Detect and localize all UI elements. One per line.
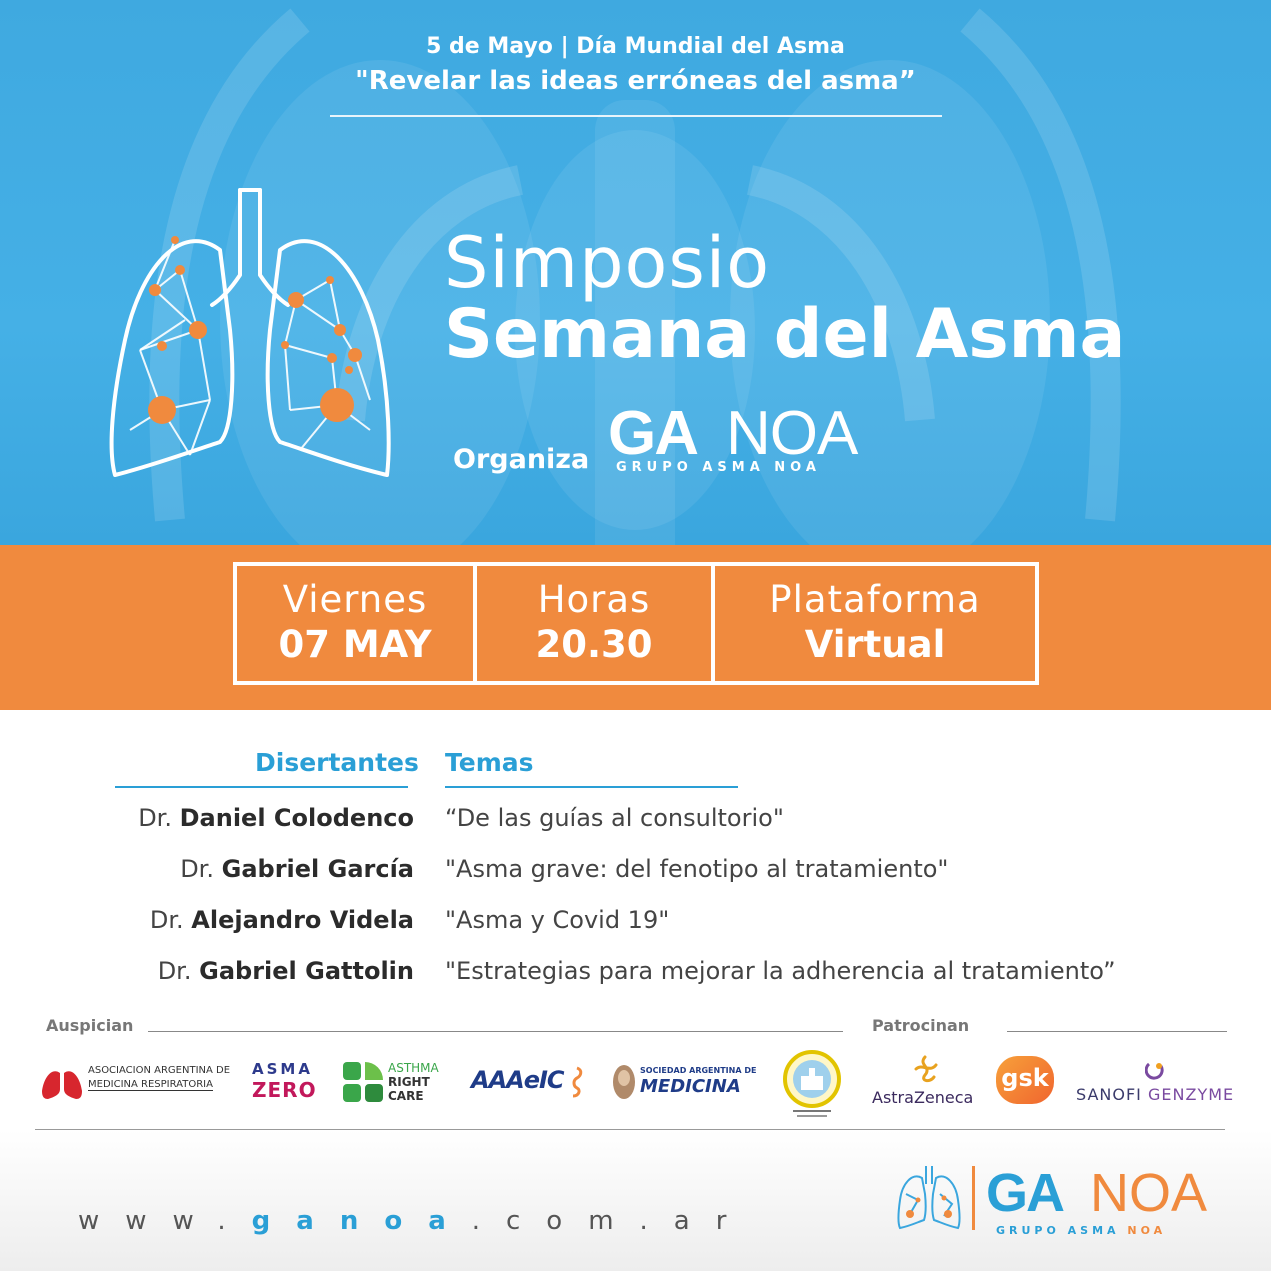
red-lungs-icon <box>40 1059 84 1101</box>
platform-cell <box>715 566 1035 681</box>
speaker-name: Gabriel Gattolin <box>199 957 414 985</box>
time-cell <box>477 566 711 681</box>
footer-logo-noa: NOA <box>1090 1163 1208 1223</box>
ganoa-logo-noa: NOA <box>726 399 858 468</box>
ganoa-logo-subtitle: GRUPO ASMA NOA <box>616 460 821 475</box>
arc-line2: RIGHT <box>388 1075 430 1089</box>
sanofi-genzyme-logo <box>1076 1060 1236 1106</box>
day-label: Viernes <box>282 578 428 621</box>
speaker <box>158 957 414 985</box>
program-row <box>0 804 1271 844</box>
asma-zero-top: ASMA <box>252 1060 313 1078</box>
topics-header: Temas <box>445 748 534 777</box>
time-value: 20.30 <box>535 623 653 666</box>
speakers-header: Disertantes <box>255 748 419 777</box>
speakers-header-rule <box>115 786 408 788</box>
date-cell <box>237 566 473 681</box>
footer-logo-separator <box>972 1166 975 1230</box>
time-label: Horas <box>537 578 651 621</box>
topic: “De las guías al consultorio" <box>445 804 784 832</box>
sanofi-text: SANOFI <box>1076 1085 1142 1104</box>
sanofi-icon <box>1145 1060 1165 1080</box>
auspician-rule <box>148 1031 843 1032</box>
footer-logo-ga: GA <box>986 1163 1063 1223</box>
aamr-line1: ASOCIACION ARGENTINA DE <box>88 1065 231 1076</box>
genzyme-text: GENZYME <box>1148 1085 1235 1104</box>
seal-icon <box>783 1050 841 1120</box>
footer-ganoa-logo <box>896 1160 1206 1240</box>
topic: "Estrategias para mejorar la adherencia al tratamiento” <box>445 957 1116 985</box>
organizer-label: Organiza <box>453 444 590 475</box>
speaker <box>138 804 414 832</box>
topics-header-rule <box>445 786 738 788</box>
seahorse-icon <box>569 1066 585 1098</box>
asthma-right-care-logo <box>343 1060 451 1104</box>
url-prefix: www. <box>78 1206 252 1236</box>
url-domain: ganoa <box>251 1206 472 1236</box>
footer-lungs-icon <box>896 1164 962 1230</box>
program-row <box>0 855 1271 895</box>
speaker <box>180 855 414 883</box>
aamr-line2: MEDICINA RESPIRATORIA <box>88 1079 213 1090</box>
platform-value: Virtual <box>804 623 946 666</box>
arc-line3: CARE <box>388 1089 424 1103</box>
speaker-title: Dr. <box>180 855 214 883</box>
program-row <box>0 957 1271 997</box>
patrocinan-label: Patrocinan <box>872 1016 970 1035</box>
sam-line1: SOCIEDAD ARGENTINA DE <box>640 1066 757 1075</box>
gsk-logo <box>996 1056 1056 1106</box>
speaker-title: Dr. <box>138 804 172 832</box>
aamr-logo <box>40 1057 230 1103</box>
regional-society-seal <box>783 1050 841 1120</box>
website-url[interactable] <box>78 1206 752 1236</box>
lungs-network-icon <box>100 180 400 480</box>
sam-logo <box>612 1062 762 1102</box>
gsk-text: gsk <box>1001 1064 1049 1092</box>
platform-label: Plataforma <box>769 578 981 621</box>
ganoa-logo <box>608 398 858 480</box>
header-divider <box>330 115 942 117</box>
footer-logo-subtitle-a: GRUPO ASMA <box>996 1224 1128 1237</box>
speaker-title: Dr. <box>157 957 192 985</box>
title-line1: Simposio <box>444 222 771 304</box>
speaker <box>150 906 414 934</box>
title-line2: Semana del Asma <box>444 295 1126 374</box>
sam-emblem-icon <box>612 1064 636 1100</box>
footer-logo-subtitle <box>996 1224 1166 1237</box>
auspician-label: Auspician <box>46 1016 134 1035</box>
asma-zero-bottom: ZERO <box>252 1078 317 1102</box>
patrocinan-rule <box>1007 1031 1227 1032</box>
hero-section <box>0 0 1271 545</box>
asma-zero-logo <box>252 1060 324 1102</box>
arc-icon <box>343 1062 383 1102</box>
astrazeneca-icon <box>910 1055 940 1085</box>
slogan: "Revelar las ideas erróneas del asma” <box>355 66 916 96</box>
event-info-box <box>233 562 1039 685</box>
program-row <box>0 906 1271 946</box>
arc-line1: ASTHMA <box>388 1061 439 1075</box>
ganoa-logo-ga: GA <box>608 399 697 468</box>
speaker-name: Gabriel García <box>221 855 414 883</box>
speaker-name: Daniel Colodenco <box>179 804 414 832</box>
astrazeneca-logo <box>872 1055 982 1110</box>
topic: "Asma grave: del fenotipo al tratamiento" <box>445 855 949 883</box>
sam-line2: MEDICINA <box>640 1076 741 1097</box>
speaker-name: Alejandro Videla <box>191 906 414 934</box>
day-value: 07 MAY <box>278 623 432 666</box>
date-line: 5 de Mayo | Día Mundial del Asma <box>426 34 845 59</box>
topic: "Asma y Covid 19" <box>445 906 670 934</box>
speaker-title: Dr. <box>149 906 184 934</box>
astrazeneca-text: AstraZeneca <box>872 1088 974 1107</box>
aaaeic-text: AAAeIC <box>471 1066 564 1094</box>
footer-logo-subtitle-b: NOA <box>1127 1224 1167 1237</box>
aaaeic-logo <box>471 1066 589 1100</box>
url-suffix: .com.ar <box>471 1206 753 1236</box>
event-info-band <box>0 545 1271 710</box>
